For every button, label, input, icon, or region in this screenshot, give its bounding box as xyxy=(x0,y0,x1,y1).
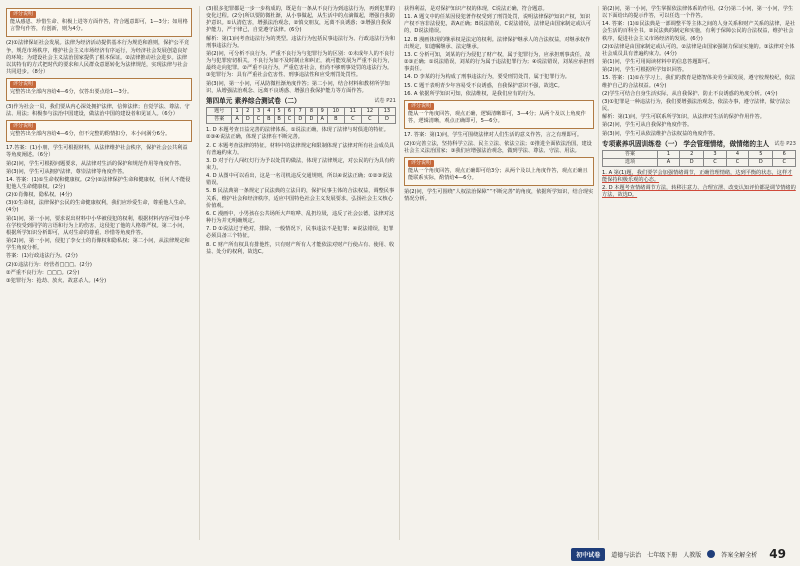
answer-table-row xyxy=(603,150,796,158)
answer-paragraph: 14. 答案：(1)①民法典是一部调整平等主体之间的人身关系和财产关系的法律，是社会生活的百科全书。②民法典的制定和实施，有利于保障公民的合法权益，维护社会秩序，促进社会主义市场经济的发展。(6分) xyxy=(602,21,796,42)
section-page-ref: 试卷 P23 xyxy=(774,140,796,147)
answer-paragraph: 第(2)问，学生可根据问题要求，从法律对生活的保护和规范作用等角度作答。 xyxy=(6,160,185,167)
scoring-note-text: 能从一个角度回答，观点正确即可给3分；从两个及以上角度作答，观点正确且能联系实际，酌情给4—6分。 xyxy=(408,167,588,182)
table-cell: 9 xyxy=(317,107,327,115)
answer-table-row xyxy=(603,158,796,166)
brand-badge: 初中试卷 xyxy=(571,548,605,561)
table-cell: 题号 xyxy=(207,107,232,115)
answer-paragraph: 8. C 财产所有权具有排他性，只有财产所有人才能依法对财产行使占有、使用、收益、处分的权利，故选C。 xyxy=(206,241,395,255)
scoring-note-tag: 评分说明 xyxy=(10,81,36,88)
answer-paragraph: 第(2)问，学生可根据所学知识回答。 xyxy=(602,67,688,74)
scoring-note-text: 完整答出全部内容给4—6分，仅答出要点给1—3分。 xyxy=(10,89,133,96)
table-cell: 4 xyxy=(726,150,748,158)
table-cell: 1 xyxy=(232,107,242,115)
table-cell: B xyxy=(327,116,344,124)
page-number: 49 xyxy=(769,547,786,561)
table-cell: B xyxy=(264,116,274,124)
answer-paragraph: (3)①生命权，法律保护公民的生命健康权利，我们应珍爱生命，尊重他人生命。(4分) xyxy=(6,200,190,214)
table-cell: 12 xyxy=(361,107,378,115)
table-cell: 8 xyxy=(306,107,317,115)
answer-paragraph: 15. C 题干表明青少年容易受不良诱惑，自我保护意识不强，故选C。 xyxy=(404,82,563,89)
scoring-note-text: 能从感恩、珍惜生命、积极上进等方面作答，符合题意即可，1—3分；如用格言警句作答，有创新，则为4分。 xyxy=(10,19,188,33)
answer-paragraph: (2)①完善立法，坚持科学立法、民主立法、依法立法；②推进全面依法治国，建设社会主义法治国家；③我们应增强法治观念，做到学法、尊法、守法、用法。 xyxy=(404,140,592,154)
answer-paragraph: 第(2)问，可分析不良行为、严重不良行为与犯罪行为的区别：①未成年人的不良行为与犯罪密切相关。不良行为如不及时制止和纠正，就可能发展为严重不良行为，最终走向犯罪。②严重不良行为，严重危害社会，但尚不够刑事处罚的违法行为。③犯罪行为：具有严重社会危害性、刑事违法性和应受刑罚处罚性。 xyxy=(206,50,395,79)
table-cell: C xyxy=(344,116,361,124)
answer-paragraph: 第(3)问，第一小问，可从防微杜渐角度作答；第二小问，结合材料和教材所学知识，从增强法治观念、远离不良诱惑、增强自我保护能力等方面作答。 xyxy=(206,80,390,94)
scoring-note-tag: 评分说明 xyxy=(10,123,36,130)
section-heading xyxy=(206,97,396,106)
grade-label: 七年级下册 xyxy=(647,551,678,559)
table-cell: A xyxy=(232,116,242,124)
answer-paragraph: (2)①法律是由国家制定或认可的。②法律是由国家强制力保证实施的。③法律对全体社会成员具有普遍约束力。(4分) xyxy=(602,43,795,57)
answer-paragraph: 第(3)问，学生可从依法维护合法权益的角度作答。 xyxy=(602,130,719,137)
answer-paragraph: 答案：(1)行政违法行为。(2分) xyxy=(6,253,78,260)
table-cell: 11 xyxy=(344,107,361,115)
answer-paragraph: 1. A 第(1)题，我们要学会加强情绪调节，正确管理情绪，达到平衡的状态，这样才能保持积极乐观的心态。 xyxy=(602,169,793,184)
table-cell: B xyxy=(274,116,284,124)
scoring-note-tag: 评分说明 xyxy=(408,160,434,167)
column-2 xyxy=(206,6,396,257)
column-3 xyxy=(404,6,594,205)
answer-paragraph: (2)学生可结合自身生活实际，从自我保护、防止不良诱惑的角度分析。(4分) xyxy=(602,90,778,97)
answer-paragraph: 解析：第(1)问，学生可联系所学知识，从法律对生活的保护作用作答。 xyxy=(602,114,765,121)
table-cell: 10 xyxy=(327,107,344,115)
column-1 xyxy=(6,6,192,286)
answer-table-row xyxy=(207,107,396,115)
table-cell: 2 xyxy=(680,150,704,158)
answer-paragraph: 17. 答案：第(1)问，学生可围绕法律对人们生活的意义作答，言之有理即可。 xyxy=(404,132,583,139)
answer-paragraph: 7. D ①说法过于绝对，排除，一般情况下，民事违法不是犯罪；④说法错误，犯罪必须具备三个特征。 xyxy=(206,226,394,240)
answer-paragraph: 14. D 李某的行为构成了刑事违法行为，要受刑罚处罚，属于犯罪行为。 xyxy=(404,74,570,81)
answer-paragraph: (2)①违法行为：经营者□□□。(2分) xyxy=(6,261,92,268)
answer-paragraph: 13. C 分析可知，刘某的行为侵犯了财产权，属于犯罪行为，应承担刑事责任，故②③正确；①说法错误，刘某的行为属于违法犯罪行为；④说法错误，刘某应承担刑事责任。 xyxy=(404,51,594,73)
answer-paragraph: (3)①犯罪是一种违法行为，我们要增强法治观念，依法办事，遵守法律，做守法公民。 xyxy=(602,98,791,113)
scoring-note-box xyxy=(404,157,594,186)
table-cell: 5 xyxy=(749,150,773,158)
answer-paragraph: 第(1)问，学生可用阅读材料中的信息答题即可。 xyxy=(602,59,714,66)
answer-paragraph: 12. B 漫画体现的继承权是法定的权利。法律保护继承人的合法权益，对继承权作出规定，如遗嘱继承、法定继承。 xyxy=(404,36,591,50)
table-cell: 6 xyxy=(284,107,294,115)
scoring-note-box xyxy=(404,100,594,129)
column-divider xyxy=(399,6,400,540)
table-cell: 13 xyxy=(378,107,395,115)
section-title: 第四单元 素养综合测试卷（二） xyxy=(206,96,301,105)
scoring-note-box xyxy=(6,120,192,142)
scoring-note-box xyxy=(6,78,192,100)
section-heading xyxy=(602,140,796,149)
table-cell: D xyxy=(749,158,773,166)
table-cell: 3 xyxy=(253,107,263,115)
answer-paragraph: (3)作为社会一员，我们要从内心深处拥护法律，信仰法律；自觉学法、尊法、守法、用法；积极参与法治中国建设，做法治中国的建设者和见证人。（6分） xyxy=(6,103,190,117)
answer-paragraph: 第(2)问，第一小问，侵犯了李女士的肖像权和隐私权；第二小问，从法律规定和学生角度分析。 xyxy=(6,238,190,252)
answer-paragraph: 解析：第(1)问考查违法行为的类型。违法行为包括民事违法行为、行政违法行为和刑事违法行为。 xyxy=(206,35,395,49)
answer-label: 答案全解全析 xyxy=(721,551,758,559)
answer-paragraph: 第(2)问，第一小问，学生掌握依法律体系的作用。(2分)第二小问，第一小问，学生以下面给出的提示作答，可以任选一个作答。 xyxy=(602,6,794,20)
table-cell: A xyxy=(317,116,327,124)
answer-paragraph: 4. D 从图中可以看出，这是一名司机违反交通规则，所以④说法正确；①②③说法错误。 xyxy=(206,173,393,187)
answer-table xyxy=(602,150,796,167)
table-cell: C xyxy=(284,116,294,124)
answer-paragraph: ②严重不良行为：□□□。(2分) xyxy=(6,269,80,276)
answer-paragraph: 16. A 依据所学知识可知，依法维权，是我们应有的行为。 xyxy=(404,90,539,97)
table-cell: C xyxy=(253,116,263,124)
table-cell: C xyxy=(361,116,378,124)
answer-paragraph: (2)①肖像权、隐私权。(4分) xyxy=(6,192,73,199)
answer-paragraph: 11. A 题文中的任某因侵犯著作权受到了刑罚处罚，说明法律保护知识产权，知识产权不容非法侵犯，故A正确；B说法错误，C说法错误，法律是由国家制定或认可的，D说法错误。 xyxy=(404,14,592,35)
table-cell: C xyxy=(704,158,726,166)
table-cell: C xyxy=(773,158,796,166)
section-title: 专项素养巩固训练卷（一） 学会管理情绪，做情绪的主人 xyxy=(602,139,770,148)
scoring-note-text: 完整答出全部内容给4—6分，但不完整的酌情扣分，本小问满分6分。 xyxy=(10,131,171,138)
table-cell: C xyxy=(726,158,748,166)
answer-paragraph: 1. D 本题考查日益完善的法律体系。①说法正确，体现了法律与时俱进的特征。②③④说法正确，体现了法律在不断完善。 xyxy=(206,127,389,141)
answer-paragraph: 第(2)问，学生可围绕“人权法治保障”“不断完善”的角度，依据所学知识，结合现实情况分析。 xyxy=(404,189,594,203)
column-4 xyxy=(602,6,796,201)
table-cell: 2 xyxy=(242,107,253,115)
table-cell: 5 xyxy=(274,107,284,115)
answer-paragraph: 获得利益，是对保护知识产权的体现，C说法正确，符合题意。 xyxy=(404,6,548,12)
table-cell: D xyxy=(680,158,704,166)
edition-label: 人教版 xyxy=(683,551,702,559)
answer-paragraph: 3. D 对于行人闯红灯行为予以处罚的做法，体现了法律规定，对公民的行为具有约束力。 xyxy=(206,157,395,171)
table-cell: A xyxy=(657,158,679,166)
table-cell: 3 xyxy=(704,150,726,158)
answer-paragraph: 5. B 民法典第一条规定了民法典的立法目的，保护民事主体的合法权益，调整民事关系，维护社会和经济秩序，适应中国特色社会主义发展要求，弘扬社会主义核心价值观。 xyxy=(206,188,395,209)
answer-paragraph: ③犯罪行为：抢劫、放火、故意杀人。(4分) xyxy=(6,277,107,284)
answer-paragraph: (2)①法律保证社会发展。法律为经济活动提供基本行为规范和准则，保护公平竞争，规范市场秩序，维护社会主义市场经济有序运行，为经济社会发展创造良好的环境；为建设社会主义法治国家提供了根本保证。②法律推动社会进步。法律以其特有的方式把时代的要求和人民群众意愿转化为法律规范，实现法律与社会共同进步。（8分） xyxy=(6,40,190,76)
table-cell: D xyxy=(378,116,395,124)
scoring-note-box xyxy=(6,8,192,37)
table-cell: D xyxy=(242,116,253,124)
scoring-note-text: 能从一个角度回答，观点正确，逻辑清晰即可，3—4分；从两个及以上角度作答，逻辑清晰，观点正确即可，5—6分。 xyxy=(408,111,586,125)
table-cell: 答案 xyxy=(603,150,658,158)
answer-paragraph: 第(2)问，学生可从自我保护角度作答。 xyxy=(602,122,693,129)
answer-paragraph: 15. 答案：(1)①在学习上，我们的教育是德智体美劳全面发展，遵守校规校纪，依法维护自己的合法权益。(4分) xyxy=(602,75,796,89)
subject-label: 道德与法治 xyxy=(611,551,642,559)
answer-paragraph: 2. C 本题考查法律的特征。材料中的法律规定和限制体现了法律对所有社会成员具有普遍约束力。 xyxy=(206,142,395,156)
table-cell: 选项 xyxy=(603,158,658,166)
table-cell: 6 xyxy=(773,150,796,158)
answer-paragraph: 第(3)问，学生可从拥护法律，尊崇法律等角度作答。 xyxy=(6,168,128,175)
table-cell: 7 xyxy=(295,107,306,115)
answer-paragraph: 第(1)问，第一小问，要求说出材料中小华被侵犯的权利，根据材料内容可知小华在学校受到同学的言语和行为上的伤害，这侵犯了他的人格尊严权。第二小问，根据所学知识分析即可，从对生命的尊重、珍惜等角度作答。 xyxy=(6,215,190,236)
column-divider xyxy=(199,6,200,540)
section-page-ref: 试卷 P21 xyxy=(374,97,396,104)
answer-paragraph: 14. 答案：(1)①生命权和健康权。(2分)②法律保护生命和健康权，任何人不能侵犯他人生命健康权。(2分) xyxy=(6,176,191,190)
scoring-note-tag: 评分说明 xyxy=(408,103,434,110)
column-divider xyxy=(598,6,599,540)
answer-paragraph: (3)很多犯罪都是一步一步构成的，既是有一条从不良行为到违法行为，再到犯罪的变化过程。(2分)所以要防微杜渐，从小事做起，从生活中的点滴做起，增强自我防护意识。①认清危害，增强法治观念，②慎交朋友，远离不良诱惑；③增强自我保护能力，严于律己，自觉遵守法律。(6分) xyxy=(206,6,395,34)
answer-paragraph: 2. D 本题考查情绪调节方法，转移注意力、合理宣泄、改变认知评价都是调节情绪的方法，故选D。 xyxy=(602,185,796,199)
table-cell: 1 xyxy=(657,150,679,158)
answer-paragraph: 17.答案：(1)小朋，学生可根据材料，从法律维护社会秩序，保护社会公共利益等角度阐述。（6分） xyxy=(6,145,188,159)
table-cell: 答案 xyxy=(207,116,232,124)
answer-table xyxy=(206,107,396,124)
table-cell: 4 xyxy=(264,107,274,115)
answer-paragraph: 6. C 漫画中，小男孩在公共场所大声喧哗、乱扔垃圾，违反了社会公德，法律对这种行为并无明确规定。 xyxy=(206,210,395,225)
scoring-note-tag: 评分说明 xyxy=(10,11,36,18)
page-footer xyxy=(0,542,800,566)
bullet-icon xyxy=(707,550,715,558)
table-cell: D xyxy=(306,116,317,124)
table-cell: D xyxy=(295,116,306,124)
answer-table-row xyxy=(207,116,396,124)
